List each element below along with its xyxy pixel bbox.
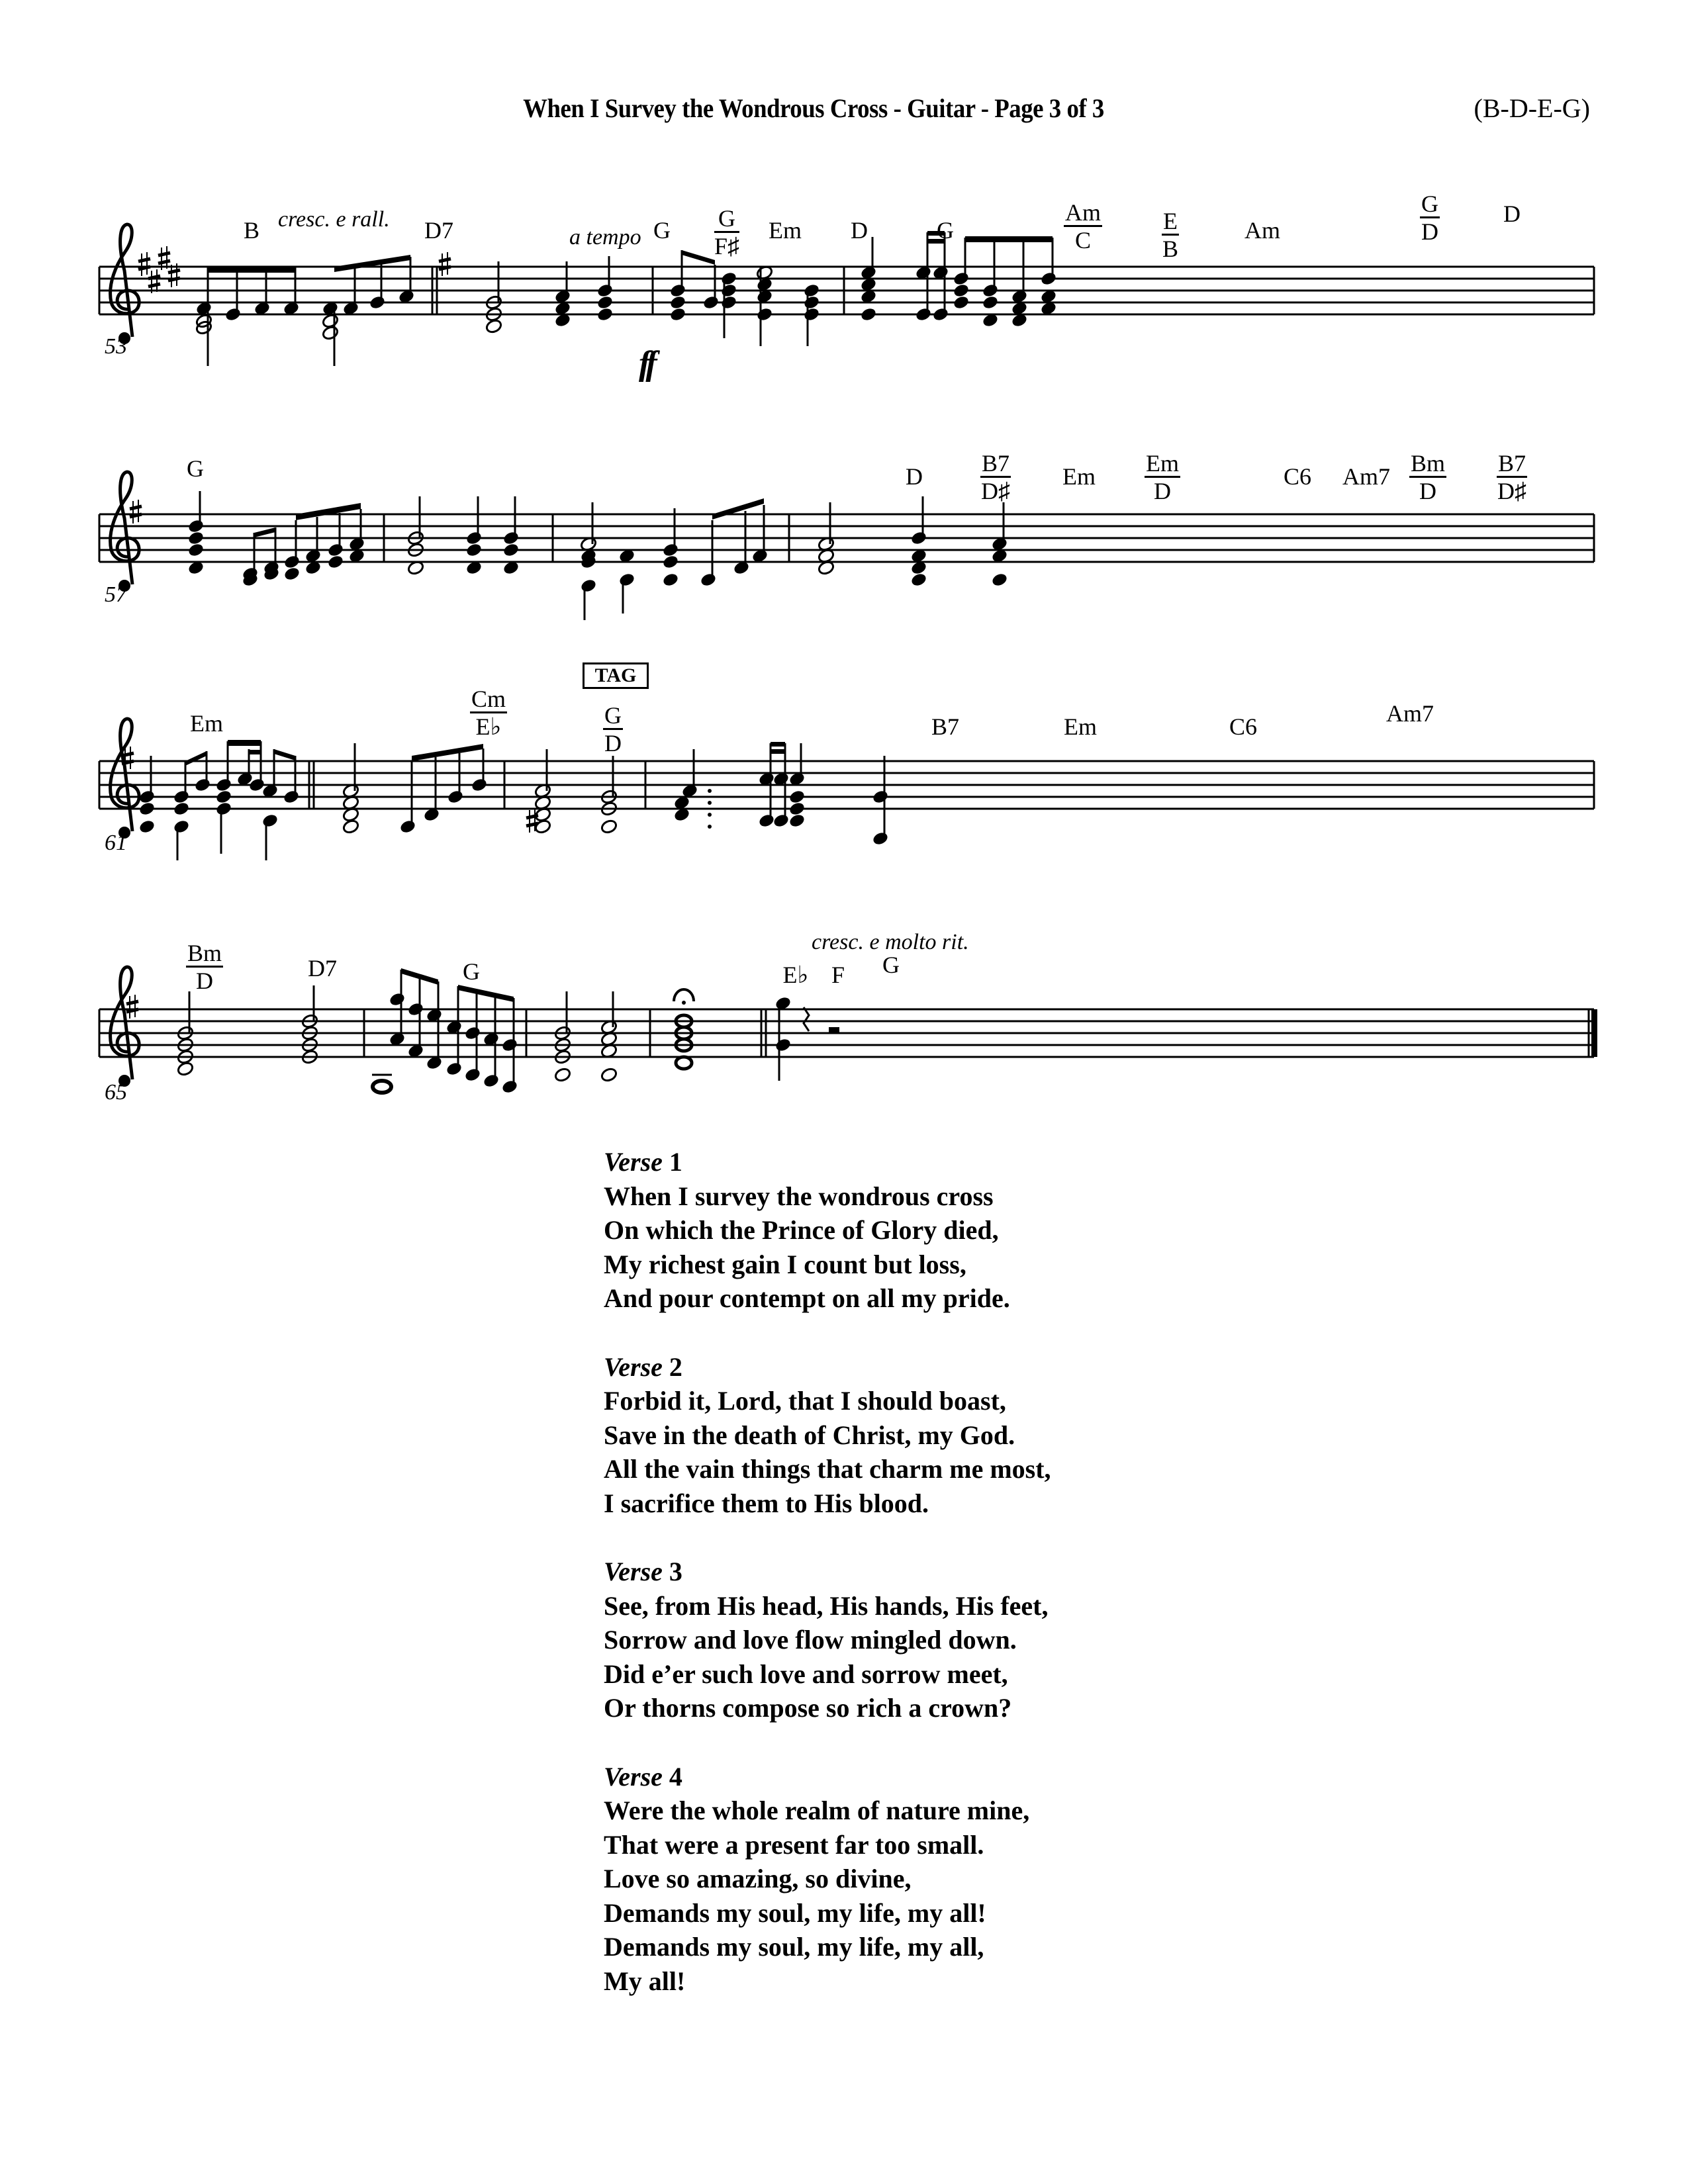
verse-number: 4 xyxy=(669,1761,682,1792)
chord-bass: B xyxy=(1162,236,1178,262)
verse-1 xyxy=(604,1145,1051,1316)
verse-number: 1 xyxy=(669,1147,682,1177)
chord-symbol-slash xyxy=(1420,192,1440,244)
expression-marking: cresc. e molto rit. xyxy=(812,930,969,954)
chord-symbol: G xyxy=(463,958,480,985)
chord-bass: D xyxy=(1419,478,1436,504)
chord-symbol-slash xyxy=(1162,209,1179,261)
lyric-line: Love so amazing, so divine, xyxy=(604,1864,912,1893)
chord-bass: D xyxy=(195,968,213,994)
measure-number: 53 xyxy=(105,334,127,359)
chord-symbol: Am7 xyxy=(1342,463,1390,490)
chord-symbol: Em xyxy=(1064,713,1097,740)
chord-numerator: G xyxy=(1421,191,1438,217)
verse-label-text: Verse xyxy=(604,1761,663,1792)
chord-symbol: Em xyxy=(769,217,802,244)
measure-number: 61 xyxy=(105,831,127,855)
chord-symbol-slash xyxy=(603,704,623,755)
lyric-line: Did e’er such love and sorrow meet, xyxy=(604,1659,1008,1689)
chord-symbol: B xyxy=(243,217,260,244)
page-title-text: When I Survey the Wondrous Cross - Guitar - Page 3 of 3 xyxy=(523,93,1104,123)
chord-symbol: D7 xyxy=(308,955,337,981)
chord-symbol-slash xyxy=(980,451,1011,503)
expression-marking: a tempo xyxy=(569,225,641,250)
chord-numerator: G xyxy=(714,206,739,233)
verse-4 xyxy=(604,1760,1051,1999)
chord-bass: F♯ xyxy=(714,233,740,259)
chord-numerator: Em xyxy=(1146,450,1179,477)
lyric-line: Save in the death of Christ, my God. xyxy=(604,1420,1015,1450)
chord-bass: D xyxy=(1421,218,1438,245)
chord-numerator: G xyxy=(604,702,622,729)
chord-symbol: Em xyxy=(190,710,223,737)
chord-symbol: Am7 xyxy=(1386,700,1434,727)
verse-label-text: Verse xyxy=(604,1147,663,1177)
chord-symbol: D7 xyxy=(424,217,453,244)
chord-bass: D♯ xyxy=(980,478,1010,504)
verse-number: 2 xyxy=(669,1351,682,1382)
chord-symbol-slash xyxy=(470,687,507,739)
chord-symbol-slash xyxy=(1497,451,1527,503)
chord-symbol: C6 xyxy=(1283,463,1312,490)
chord-numerator: Bm xyxy=(1410,450,1446,477)
chord-symbol-slash xyxy=(186,941,223,993)
chord-symbol: Am xyxy=(1244,217,1280,244)
system-3 xyxy=(99,719,1594,860)
lyric-line: Forbid it, Lord, that I should boast, xyxy=(604,1386,1006,1416)
key-list: (B-D-E-G) xyxy=(1474,93,1590,123)
system-1 xyxy=(99,224,1594,366)
lyric-line: All the vain things that charm me most, xyxy=(604,1454,1051,1484)
chord-bass: C xyxy=(1074,227,1091,253)
lyric-line: I sacrifice them to His blood. xyxy=(604,1488,929,1518)
lyric-line: See, from His head, His hands, His feet, xyxy=(604,1590,1049,1621)
lyric-line: On which the Prince of Glory died, xyxy=(604,1215,999,1245)
measure-number: 57 xyxy=(105,582,127,607)
lyric-line: My richest gain I count but loss, xyxy=(604,1249,966,1279)
chord-bass: D♯ xyxy=(1497,478,1526,504)
chord-numerator: Am xyxy=(1065,199,1101,226)
lyric-line: When I survey the wondrous cross xyxy=(604,1181,994,1211)
chord-symbol: D xyxy=(851,217,868,244)
chord-symbol: C6 xyxy=(1229,713,1258,740)
verse-number: 3 xyxy=(669,1557,682,1586)
chord-symbol: G xyxy=(187,455,204,482)
lyric-line: That were a present far too small. xyxy=(604,1829,984,1860)
chord-numerator: Cm xyxy=(471,686,506,712)
chord-symbol: G xyxy=(882,952,900,978)
chord-symbol-slash xyxy=(1409,451,1446,503)
chord-symbol: G xyxy=(937,217,954,244)
chord-symbol: E♭ xyxy=(782,962,809,988)
chord-numerator: B7 xyxy=(1497,450,1526,477)
chord-bass: D xyxy=(604,730,622,756)
verse-3 xyxy=(604,1555,1051,1725)
lyric-line: Sorrow and love flow mingled down. xyxy=(604,1625,1017,1655)
lyric-line: Demands my soul, my life, my all! xyxy=(604,1897,986,1928)
lyric-line: Demands my soul, my life, my all, xyxy=(604,1932,984,1962)
measure-number: 65 xyxy=(105,1080,127,1105)
chord-symbol: D xyxy=(906,463,923,490)
chord-symbol: D xyxy=(1503,201,1521,227)
lyric-line: Were the whole realm of nature mine, xyxy=(604,1796,1030,1825)
chord-bass: D xyxy=(1154,478,1171,504)
verse-label xyxy=(604,1555,1051,1589)
verse-2 xyxy=(604,1350,1051,1521)
chord-symbol-slash xyxy=(1145,451,1180,503)
lyrics-section xyxy=(604,1145,1051,2032)
chord-symbol: F xyxy=(831,962,845,988)
chord-symbol-slash xyxy=(1064,201,1102,252)
expression-marking: cresc. e rall. xyxy=(278,207,390,232)
lyric-line: Or thorns compose so rich a crown? xyxy=(604,1693,1012,1723)
tag-rehearsal-mark: TAG xyxy=(583,662,649,689)
chord-bass: E♭ xyxy=(475,713,502,740)
dynamic-marking: ff xyxy=(639,345,653,383)
chord-symbol-slash xyxy=(714,206,739,258)
chord-symbol: Em xyxy=(1062,463,1096,490)
verse-label xyxy=(604,1145,1051,1179)
system-4 xyxy=(99,967,1597,1095)
verse-label-text: Verse xyxy=(604,1557,663,1586)
system-2 xyxy=(99,472,1594,620)
chord-symbol: B7 xyxy=(931,713,960,740)
verse-label xyxy=(604,1760,1051,1794)
chord-symbol: G xyxy=(653,217,671,244)
verse-label xyxy=(604,1350,1051,1385)
chord-numerator: B7 xyxy=(981,450,1010,477)
chord-numerator: E xyxy=(1163,208,1178,234)
lyric-line: My all! xyxy=(604,1966,686,1996)
chord-numerator: Bm xyxy=(187,940,222,966)
lyric-line: And pour contempt on all my pride. xyxy=(604,1283,1010,1313)
verse-label-text: Verse xyxy=(604,1351,663,1382)
